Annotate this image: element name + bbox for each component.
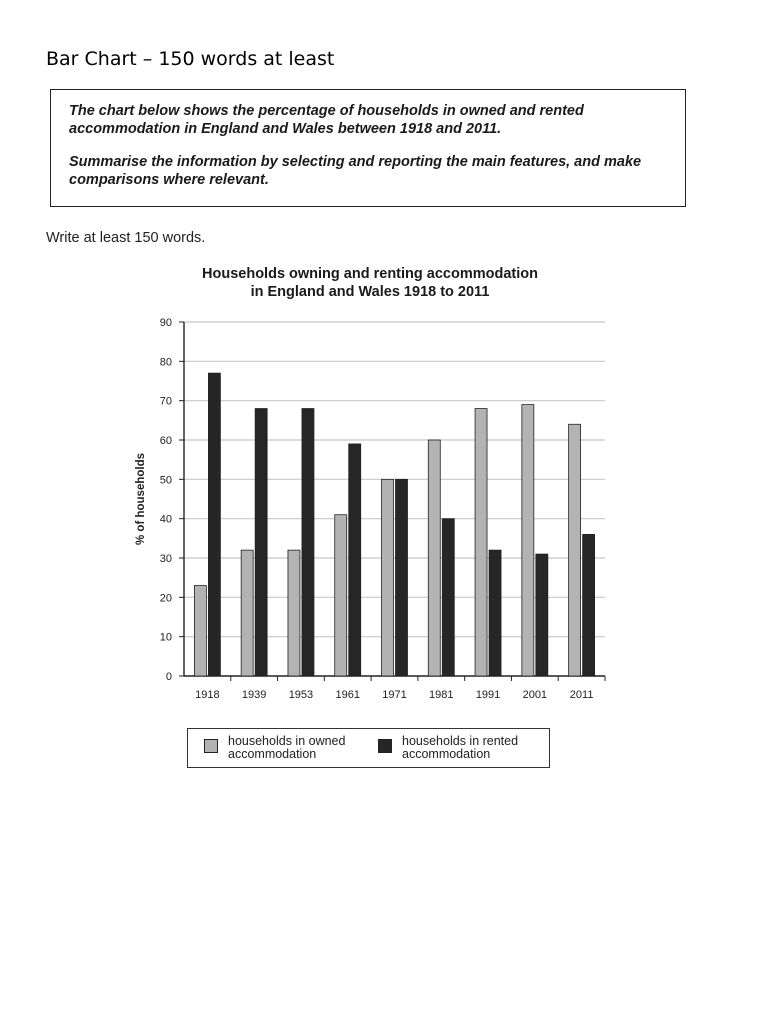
legend-swatch-owned <box>204 739 218 753</box>
bar-rented-1971 <box>396 479 408 676</box>
bar-rented-1961 <box>349 444 361 676</box>
bar-rented-2011 <box>583 534 595 676</box>
bar-owned-1971 <box>382 479 394 676</box>
word-count-instruction: Write at least 150 words. <box>46 230 206 246</box>
x-tick-label-2001: 2001 <box>522 689 548 701</box>
bar-owned-1961 <box>335 515 347 676</box>
legend-swatch-rented <box>378 739 392 753</box>
y-tick-label-80: 80 <box>159 356 172 369</box>
bar-rented-1953 <box>302 409 314 676</box>
x-tick-label-1961: 1961 <box>335 689 360 701</box>
y-tick-label-10: 10 <box>159 631 172 644</box>
y-tick-label-60: 60 <box>159 435 172 447</box>
y-tick-label-90: 90 <box>159 317 172 329</box>
y-tick-label-70: 70 <box>159 395 172 408</box>
y-tick-label-20: 20 <box>159 592 172 605</box>
bar-owned-2001 <box>522 405 534 676</box>
page-heading: Bar Chart – 150 words at least <box>46 48 335 70</box>
chart-title-line1: Households owning and renting accommodation <box>202 266 538 282</box>
x-tick-label-1981: 1981 <box>429 689 454 701</box>
legend-item-owned <box>204 735 345 761</box>
bar-owned-1918 <box>194 586 206 676</box>
y-tick-label-40: 40 <box>159 513 172 526</box>
task-description: The chart below shows the percentage of households in owned and rented accommodation in England and Wales between 1918 and 2011. <box>69 103 584 137</box>
y-tick-label-50: 50 <box>159 474 172 487</box>
y-tick-label-30: 30 <box>159 553 172 565</box>
bar-owned-2011 <box>569 424 581 676</box>
bar-rented-1939 <box>255 409 267 676</box>
y-tick-label-0: 0 <box>165 671 172 683</box>
legend-label-rented: households in rented accommodation <box>402 734 519 761</box>
x-tick-label-1991: 1991 <box>475 689 501 701</box>
legend-label-owned: households in owned accommodation <box>228 734 346 761</box>
x-tick-label-1971: 1971 <box>382 689 407 701</box>
bar-rented-2001 <box>536 554 548 676</box>
bar-owned-1981 <box>428 440 440 676</box>
legend-item-rented <box>378 735 518 761</box>
x-tick-label-1953: 1953 <box>288 689 314 701</box>
y-axis-label: % of households <box>135 453 147 545</box>
x-tick-label-1918: 1918 <box>195 689 220 701</box>
x-tick-label-1939: 1939 <box>241 689 267 701</box>
x-tick-label-2011: 2011 <box>569 689 594 701</box>
bar-owned-1939 <box>241 550 253 676</box>
chart-title-line2: in England and Wales 1918 to 2011 <box>250 284 490 300</box>
bar-owned-1991 <box>475 409 487 676</box>
bar-owned-1953 <box>288 550 300 676</box>
bar-rented-1981 <box>442 519 454 676</box>
bar-rented-1991 <box>489 550 501 676</box>
bar-rented-1918 <box>208 373 220 676</box>
chart-legend <box>187 728 550 768</box>
task-instructions: Summarise the information by selecting and reporting the main features, and make comparisons where relevant. <box>69 154 642 188</box>
